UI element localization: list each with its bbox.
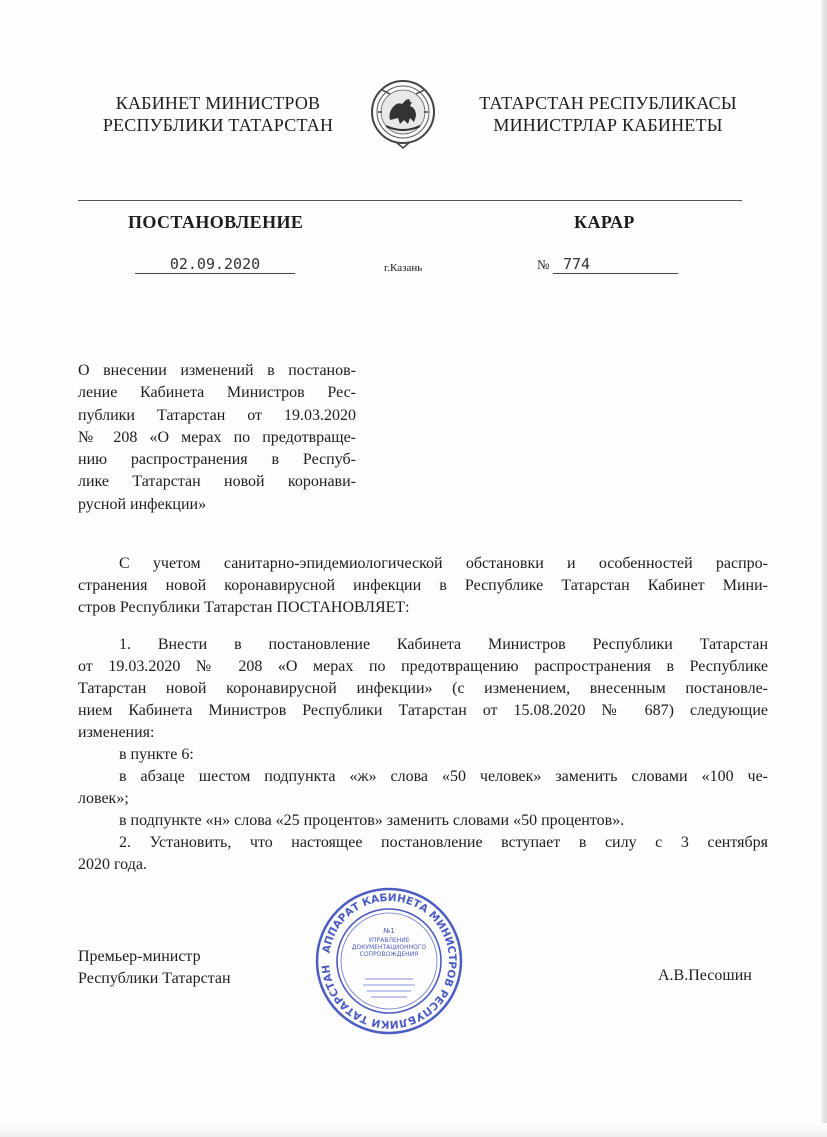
document-number: 774	[553, 255, 678, 274]
preamble-line: С учетом санитарно-эпидемиологической обстановки и особенностей распро-	[119, 555, 768, 572]
signatory-title	[78, 946, 231, 990]
document-body	[78, 553, 768, 876]
header-right	[458, 92, 758, 136]
document-date: 02.09.2020	[135, 255, 295, 274]
doc-type-tt: КАРАР	[574, 212, 635, 232]
subject-line: лике Татарстан новой коронави-	[78, 473, 356, 491]
document-subject	[78, 360, 356, 516]
item1-line: нием Кабинета Министров Республики Татарстан от 15.08.2020 № 687) следующие	[78, 702, 768, 719]
item1-line: в подпункте «н» слова «25 процентов» заменить словами «50 процентов».	[119, 812, 625, 829]
item1-line: ловек»;	[78, 790, 129, 807]
item1-line: изменения:	[78, 724, 155, 741]
signatory-title-line2: Республики Татарстан	[78, 970, 231, 987]
subject-line: ление Кабинета Министров Рес-	[78, 384, 356, 402]
seal-outer-text: АППАРАТ КАБИНЕТА МИНИСТРОВ РЕСПУБЛИКИ ТАТАРСТАН	[320, 891, 459, 1031]
item2-line: 2. Установить, что настоящее постановление вступает в силу с 3 сентября	[119, 834, 768, 851]
subject-line: русной инфекции»	[78, 495, 207, 513]
header-right-line1: ТАТАРСТАН РЕСПУБЛИКАСЫ	[479, 93, 737, 113]
signatory-name: А.В.Песошин	[658, 967, 752, 984]
number-sign: №	[537, 257, 550, 272]
seal-inner-text: УПРАВЛЕНИЕ ДОКУМЕНТАЦИОННОГО СОПРОВОЖДЕНИЯ	[351, 937, 427, 958]
item2-line: 2020 года.	[78, 856, 147, 873]
signatory-title-line1: Премьер-министр	[78, 948, 201, 965]
item1-line: в пункте 6:	[119, 746, 194, 763]
document-city: г.Казань	[384, 262, 423, 274]
doc-type-ru: ПОСТАНОВЛЕНИЕ	[128, 212, 304, 232]
subject-line: № 208 «О мерах по предотвраще-	[78, 428, 356, 446]
item1-line: в абзаце шестом подпункта «ж» слова «50 человек» заменить словами «100 че-	[119, 768, 768, 785]
preamble-line: стров Республики Татарстан ПОСТАНОВЛЯЕТ:	[78, 599, 410, 616]
header-left-line1: КАБИНЕТ МИНИСТРОВ	[115, 93, 321, 113]
subject-line: публики Татарстан от 19.03.2020	[78, 406, 356, 424]
header-right-line2: МИНИСТРЛАР КАБИНЕТЫ	[493, 115, 723, 135]
official-seal	[313, 885, 465, 1037]
preamble-line: странения новой коронавирусной инфекции в Республике Татарстан Кабинет Мини-	[78, 577, 768, 594]
header-left	[86, 92, 350, 136]
item1-line: от 19.03.2020 № 208 «О мерах по предотвращению распространения в Республике	[78, 658, 768, 675]
tatarstan-coat-of-arms-icon	[368, 76, 438, 152]
page-edge	[821, 0, 827, 1137]
subject-line: О внесении изменений в постанов-	[78, 362, 356, 379]
page-bottom-edge	[0, 1123, 827, 1137]
header-divider	[78, 200, 742, 201]
header-left-line2: РЕСПУБЛИКИ ТАТАРСТАН	[102, 115, 334, 135]
subject-line: нию распространения в Респуб-	[78, 451, 356, 469]
seal-number: №1	[383, 927, 395, 935]
item1-line: Татарстан новой коронавирусной инфекции» (с изменением, внесенным постановле-	[78, 680, 768, 697]
item1-line: 1. Внести в постановление Кабинета Министров Республики Татарстан	[119, 636, 768, 653]
